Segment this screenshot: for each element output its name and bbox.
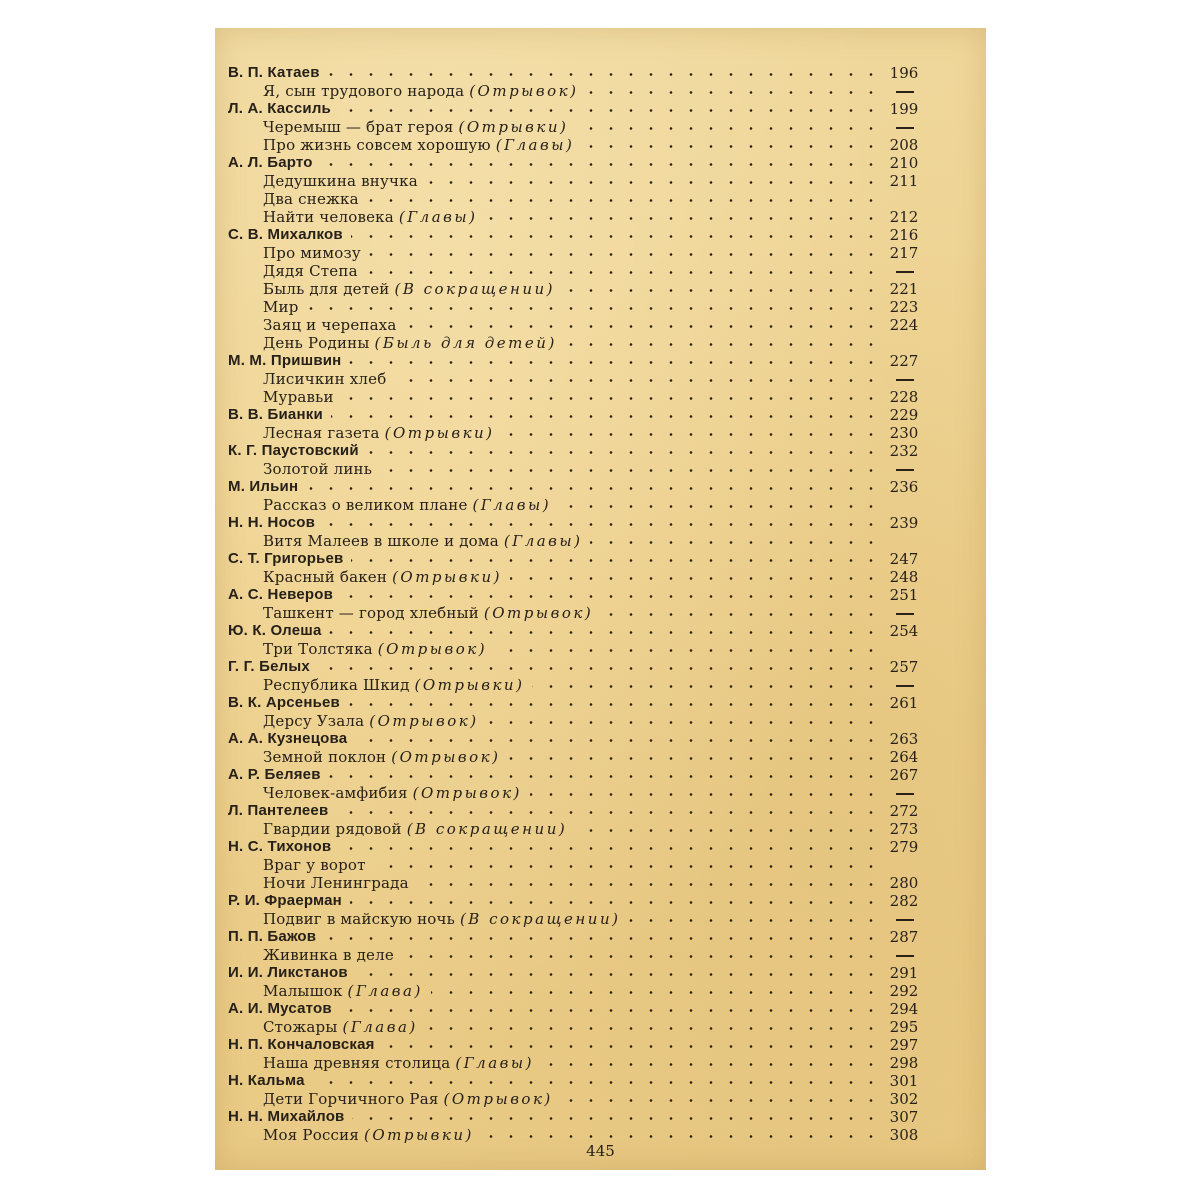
page-ref: 227 xyxy=(889,352,919,370)
work-note: (Глава) xyxy=(347,982,423,1000)
page-ref: 257 xyxy=(889,658,919,676)
toc-work-row xyxy=(215,334,986,352)
work-title xyxy=(263,856,366,874)
toc-author-row xyxy=(215,694,986,712)
toc-work-row xyxy=(215,262,986,280)
work-title xyxy=(263,82,578,100)
work-note: (Отрывок) xyxy=(483,604,594,622)
page-ref: 229 xyxy=(889,406,919,424)
author-name: Л. Пантелеев xyxy=(228,802,329,819)
leader-dots xyxy=(426,181,881,184)
toc-work-row xyxy=(215,298,986,316)
page-ref: 301 xyxy=(889,1072,919,1090)
work-note: (Главы) xyxy=(495,136,575,154)
page-ref: 291 xyxy=(889,964,919,982)
toc-author-row xyxy=(215,352,986,370)
work-note: (Главы) xyxy=(503,532,583,550)
toc-work-row xyxy=(215,874,986,892)
work-title-text: Три Толстяка xyxy=(263,640,373,658)
leader-dots xyxy=(575,829,881,832)
page-ref: 272 xyxy=(889,802,919,820)
leader-dots xyxy=(351,235,881,238)
toc-work-row xyxy=(215,748,986,766)
leader-dots xyxy=(586,91,881,94)
work-title-text: Красный бакен xyxy=(263,568,388,586)
author-name: Н. С. Тихонов xyxy=(228,838,332,855)
work-title xyxy=(263,262,358,280)
toc-work-row xyxy=(215,856,986,874)
work-title xyxy=(263,298,299,316)
work-note: (Отрывок) xyxy=(443,1090,553,1108)
work-note: (Отрывки) xyxy=(458,118,569,136)
leader-dots xyxy=(331,415,881,418)
page-ref: 298 xyxy=(889,1054,919,1072)
author-name: С. Т. Григорьев xyxy=(228,550,344,567)
work-title-text: Про мимозу xyxy=(263,244,361,262)
page-ref: 261 xyxy=(889,694,919,712)
work-title xyxy=(263,316,397,334)
work-title xyxy=(263,676,524,694)
leader-dots xyxy=(351,559,881,562)
leader-dots xyxy=(329,775,881,778)
work-title-text: Республика Шкид xyxy=(263,676,410,694)
page-ref: 236 xyxy=(889,478,919,496)
work-title-text: Наша древняя столица xyxy=(263,1054,451,1072)
page-ref: 199 xyxy=(889,100,919,118)
same-page-dash xyxy=(896,793,914,795)
author-name: С. В. Михалков xyxy=(228,226,343,243)
toc-work-row xyxy=(215,568,986,586)
same-page-dash xyxy=(896,271,914,273)
work-title xyxy=(263,208,477,226)
work-title xyxy=(263,388,334,406)
work-title-text: Живинка в деле xyxy=(263,946,394,964)
work-title-text: Рассказ о великом плане xyxy=(263,496,468,514)
toc-author-row xyxy=(215,730,986,748)
page-ref: 230 xyxy=(889,424,919,442)
toc-author-row xyxy=(215,406,986,424)
toc-author-row xyxy=(215,586,986,604)
same-page-dash xyxy=(896,91,914,93)
work-title xyxy=(263,532,582,550)
toc-work-row xyxy=(215,820,986,838)
page-ref: 232 xyxy=(889,442,919,460)
page-ref: 208 xyxy=(889,136,919,154)
toc-work-row xyxy=(215,946,986,964)
toc-author-row xyxy=(215,766,986,784)
toc-work-row xyxy=(215,1018,986,1036)
work-title-text: Дядя Степа xyxy=(263,262,358,280)
page-ref: 217 xyxy=(889,244,919,262)
work-note: (Отрывки) xyxy=(414,676,525,694)
work-title xyxy=(263,460,372,478)
work-note: (Главы) xyxy=(455,1054,534,1072)
toc-author-row xyxy=(215,838,986,856)
page-ref: 251 xyxy=(889,586,919,604)
leader-dots xyxy=(485,217,881,220)
author-name: Л. А. Кассиль xyxy=(228,100,331,117)
work-note: (В сокращении) xyxy=(406,820,568,838)
leader-dots xyxy=(405,325,881,328)
same-page-dash xyxy=(896,127,914,129)
work-title-text: Я, сын трудового народа xyxy=(263,82,465,100)
author-name: А. С. Неверов xyxy=(228,586,334,603)
leader-dots xyxy=(369,253,881,256)
work-title-text: Гвардии рядовой xyxy=(263,820,402,838)
page-ref: 267 xyxy=(889,766,919,784)
work-title xyxy=(263,190,359,208)
work-title-text: Лисичкин хлеб xyxy=(263,370,387,388)
page-ref: 295 xyxy=(889,1018,919,1036)
work-title xyxy=(263,712,479,730)
page-ref: 307 xyxy=(889,1108,919,1126)
leader-dots xyxy=(487,721,881,724)
work-title-text: Два снежка xyxy=(263,190,359,208)
work-note: (Главы) xyxy=(398,208,478,226)
work-title-text: Быль для детей xyxy=(263,280,390,298)
work-title xyxy=(263,334,557,352)
page-ref: 263 xyxy=(889,730,919,748)
page-ref: 228 xyxy=(889,388,919,406)
toc-work-row xyxy=(215,190,986,208)
work-title xyxy=(263,244,361,262)
page-ref: 294 xyxy=(889,1000,919,1018)
work-title xyxy=(263,136,574,154)
work-title-text: Дети Горчичного Рая xyxy=(263,1090,439,1108)
leader-dots xyxy=(482,1135,881,1138)
work-title xyxy=(263,370,386,388)
toc-author-row xyxy=(215,100,986,118)
work-title-text: Дерсу Узала xyxy=(263,712,365,730)
author-name: А. Л. Барто xyxy=(228,154,313,171)
page-ref: 239 xyxy=(889,514,919,532)
work-note: (Глава) xyxy=(342,1018,418,1036)
leader-dots xyxy=(380,469,881,472)
leader-dots xyxy=(340,1009,881,1012)
work-title xyxy=(263,1054,534,1072)
leader-dots xyxy=(426,1027,881,1030)
toc-work-row xyxy=(215,712,986,730)
toc-work-row xyxy=(215,388,986,406)
leader-dots xyxy=(328,73,881,76)
toc-work-row xyxy=(215,172,986,190)
leader-dots xyxy=(321,163,881,166)
page-ref: 302 xyxy=(889,1090,919,1108)
toc-work-row xyxy=(215,784,986,802)
leader-dots xyxy=(590,541,881,544)
leader-dots xyxy=(374,865,881,868)
leader-dots xyxy=(339,847,881,850)
leader-dots xyxy=(355,739,881,742)
leader-dots xyxy=(559,505,881,508)
leader-dots xyxy=(336,811,881,814)
same-page-dash xyxy=(896,955,914,957)
toc-author-row xyxy=(215,802,986,820)
leader-dots xyxy=(307,307,881,310)
leader-dots xyxy=(318,667,881,670)
page-ref: 280 xyxy=(889,874,919,892)
toc-author-row xyxy=(215,1108,986,1126)
toc-author-row xyxy=(215,226,986,244)
leader-dots xyxy=(532,685,881,688)
page-ref: 224 xyxy=(889,316,919,334)
work-note: (Отрывки) xyxy=(363,1126,474,1144)
leader-dots xyxy=(324,937,881,940)
page-ref: 254 xyxy=(889,622,919,640)
page-ref: 308 xyxy=(889,1126,919,1144)
work-title-text: Земной поклон xyxy=(263,748,387,766)
leader-dots xyxy=(542,1063,881,1066)
work-title xyxy=(263,748,500,766)
leader-dots xyxy=(563,289,881,292)
leader-dots xyxy=(503,433,881,436)
page-ref: 279 xyxy=(889,838,919,856)
work-title-text: Человек-амфибия xyxy=(263,784,408,802)
work-note: (Отрывок) xyxy=(369,712,479,730)
toc-work-row xyxy=(215,280,986,298)
page-ref: 248 xyxy=(889,568,919,586)
page-ref: 264 xyxy=(889,748,919,766)
work-title-text: Подвиг в майскую ночь xyxy=(263,910,455,928)
author-name: В. В. Бианки xyxy=(228,406,323,423)
author-name: А. Р. Беляев xyxy=(228,766,321,783)
leader-dots xyxy=(313,1081,881,1084)
page-ref: 210 xyxy=(889,154,919,172)
author-name: Г. Г. Белых xyxy=(228,658,310,675)
leader-dots xyxy=(601,613,881,616)
leader-dots xyxy=(348,703,881,706)
toc-work-row xyxy=(215,460,986,478)
toc-work-row xyxy=(215,604,986,622)
work-title xyxy=(263,280,555,298)
work-title xyxy=(263,496,551,514)
work-note: (Быль для детей) xyxy=(374,334,557,352)
work-title-text: Лесная газета xyxy=(263,424,380,442)
work-title xyxy=(263,1018,418,1036)
same-page-dash xyxy=(896,613,914,615)
toc-author-row xyxy=(215,892,986,910)
leader-dots xyxy=(306,487,881,490)
work-title xyxy=(263,118,568,136)
leader-dots xyxy=(339,109,881,112)
work-title-text: Золотой линь xyxy=(263,460,373,478)
toc-author-row xyxy=(215,622,986,640)
leader-dots xyxy=(329,631,881,634)
leader-dots xyxy=(508,757,881,760)
toc-author-row xyxy=(215,928,986,946)
toc-work-row xyxy=(215,208,986,226)
toc-author-row xyxy=(215,964,986,982)
toc-author-row xyxy=(215,1000,986,1018)
work-title-text: Про жизнь совсем хорошую xyxy=(263,136,491,154)
work-title-text: День Родины xyxy=(263,334,370,352)
toc-work-row xyxy=(215,496,986,514)
leader-dots xyxy=(402,955,881,958)
author-name: Н. П. Кончаловская xyxy=(228,1036,375,1053)
work-note: (Отрывок) xyxy=(469,82,579,100)
leader-dots xyxy=(576,127,881,130)
work-title-text: Стожары xyxy=(263,1018,338,1036)
toc-work-row xyxy=(215,244,986,262)
author-name: В. П. Катаев xyxy=(228,64,320,81)
leader-dots xyxy=(367,451,881,454)
toc-work-row xyxy=(215,910,986,928)
page-ref: 273 xyxy=(889,820,919,838)
leader-dots xyxy=(352,1117,881,1120)
toc-work-row xyxy=(215,370,986,388)
work-title xyxy=(263,1090,553,1108)
work-title xyxy=(263,172,418,190)
leader-dots xyxy=(356,973,881,976)
toc-work-row xyxy=(215,136,986,154)
work-note: (В сокращении) xyxy=(394,280,556,298)
author-name: А. А. Кузнецова xyxy=(228,730,348,747)
toc-author-row xyxy=(215,154,986,172)
work-title-text: Заяц и черепаха xyxy=(263,316,397,334)
work-title-text: Витя Малеев в школе и дома xyxy=(263,532,499,550)
work-note: (Отрывок) xyxy=(412,784,522,802)
leader-dots xyxy=(383,1045,881,1048)
author-name: М. Ильин xyxy=(228,478,299,495)
toc-work-row xyxy=(215,424,986,442)
same-page-dash xyxy=(896,379,914,381)
page-number: 445 xyxy=(586,1142,615,1160)
author-name: В. К. Арсеньев xyxy=(228,694,340,711)
work-title-text: Моя Россия xyxy=(263,1126,360,1144)
work-title xyxy=(263,604,593,622)
leader-dots xyxy=(341,595,881,598)
work-note: (Отрывки) xyxy=(384,424,495,442)
work-title xyxy=(263,640,487,658)
leader-dots xyxy=(565,343,881,346)
leader-dots xyxy=(342,397,881,400)
leader-dots xyxy=(394,379,881,382)
author-name: М. М. Пришвин xyxy=(228,352,342,369)
toc-work-row xyxy=(215,982,986,1000)
toc-work-row xyxy=(215,118,986,136)
author-name: И. И. Ликстанов xyxy=(228,964,348,981)
toc-author-row xyxy=(215,1072,986,1090)
page-ref: 211 xyxy=(889,172,919,190)
leader-dots xyxy=(323,523,881,526)
toc-author-row xyxy=(215,442,986,460)
work-title-text: Найти человека xyxy=(263,208,394,226)
work-title xyxy=(263,982,423,1000)
page-ref: 196 xyxy=(889,64,919,82)
work-title xyxy=(263,784,522,802)
author-name: Ю. К. Олеша xyxy=(228,622,322,639)
author-name: Н. Н. Носов xyxy=(228,514,316,531)
work-title xyxy=(263,568,502,586)
work-title-text: Ночи Ленинграда xyxy=(263,874,409,892)
same-page-dash xyxy=(896,685,914,687)
work-title xyxy=(263,910,620,928)
work-title-text: Дедушкина внучка xyxy=(263,172,418,190)
work-title xyxy=(263,820,567,838)
page-ref: 292 xyxy=(889,982,919,1000)
work-title xyxy=(263,874,409,892)
work-title-text: Враг у ворот xyxy=(263,856,366,874)
page-ref: 247 xyxy=(889,550,919,568)
same-page-dash xyxy=(896,919,914,921)
leader-dots xyxy=(417,883,881,886)
page-ref: 297 xyxy=(889,1036,919,1054)
work-title-text: Мир xyxy=(263,298,299,316)
author-name: Н. Кальма xyxy=(228,1072,305,1089)
work-note: (Отрывок) xyxy=(377,640,488,658)
leader-dots xyxy=(510,577,881,580)
page-ref: 221 xyxy=(889,280,919,298)
leader-dots xyxy=(350,901,881,904)
work-note: (Главы) xyxy=(472,496,552,514)
toc-author-row xyxy=(215,658,986,676)
toc-work-row xyxy=(215,532,986,550)
same-page-dash xyxy=(896,469,914,471)
page-ref: 216 xyxy=(889,226,919,244)
page-ref: 282 xyxy=(889,892,919,910)
work-title-text: Черемыш — брат героя xyxy=(263,118,454,136)
toc-author-row xyxy=(215,1036,986,1054)
toc-work-row xyxy=(215,676,986,694)
author-name: К. Г. Паустовский xyxy=(228,442,359,459)
page-ref: 212 xyxy=(889,208,919,226)
leader-dots xyxy=(367,199,881,202)
work-title-text: Муравьи xyxy=(263,388,334,406)
book-page xyxy=(215,28,986,1170)
work-note: (В сокращении) xyxy=(459,910,621,928)
author-name: П. П. Бажов xyxy=(228,928,317,945)
leader-dots xyxy=(495,649,881,652)
table-of-contents xyxy=(215,28,986,1170)
toc-work-row xyxy=(215,1054,986,1072)
toc-work-row xyxy=(215,82,986,100)
leader-dots xyxy=(349,361,881,364)
work-title-text: Ташкент — город хлебный xyxy=(263,604,479,622)
work-title xyxy=(263,946,394,964)
page-ref: 287 xyxy=(889,928,919,946)
page-ref: 223 xyxy=(889,298,919,316)
toc-author-row xyxy=(215,478,986,496)
toc-work-row xyxy=(215,1090,986,1108)
work-title-text: Малышок xyxy=(263,982,343,1000)
toc-author-row xyxy=(215,514,986,532)
author-name: Р. И. Фраерман xyxy=(228,892,342,909)
work-note: (Отрывок) xyxy=(391,748,501,766)
leader-dots xyxy=(561,1099,881,1102)
leader-dots xyxy=(530,793,881,796)
leader-dots xyxy=(582,145,881,148)
author-name: А. И. Мусатов xyxy=(228,1000,332,1017)
leader-dots xyxy=(431,991,881,994)
toc-work-row xyxy=(215,640,986,658)
work-note: (Отрывки) xyxy=(392,568,502,586)
author-name: Н. Н. Михайлов xyxy=(228,1108,345,1125)
toc-author-row xyxy=(215,64,986,82)
leader-dots xyxy=(366,271,881,274)
work-title xyxy=(263,424,495,442)
toc-author-row xyxy=(215,550,986,568)
toc-work-row xyxy=(215,316,986,334)
leader-dots xyxy=(628,919,881,922)
